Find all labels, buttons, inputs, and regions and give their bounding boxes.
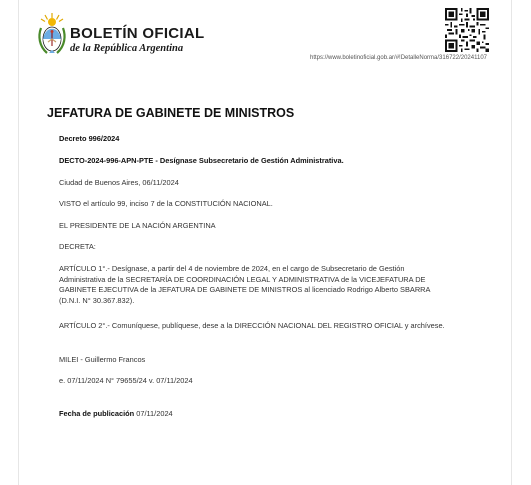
section-title: JEFATURA DE GABINETE DE MINISTROS [47, 106, 295, 120]
document-url[interactable]: https://www.boletinoficial.gob.ar/#!DetalleNorma/316722/20241107 [310, 55, 487, 61]
president-line: EL PRESIDENTE DE LA NACIÓN ARGENTINA [59, 221, 216, 230]
argentina-coat-of-arms-icon [37, 12, 67, 56]
place-date: Ciudad de Buenos Aires, 06/11/2024 [59, 178, 179, 187]
article-2: ARTÍCULO 2°.- Comuníquese, publíquese, dese a la DIRECCIÓN NACIONAL DEL REGISTRO OFICIAL y archívese. [59, 321, 445, 330]
visto-paragraph: VISTO el artículo 99, inciso 7 de la CONSTITUCIÓN NACIONAL. [59, 199, 273, 208]
publication-date: 07/11/2024 [136, 409, 173, 418]
decreta-line: DECRETA: [59, 242, 96, 251]
qr-code-icon[interactable] [445, 8, 489, 52]
publication-date-line [59, 409, 173, 420]
document-page [18, 0, 512, 485]
signatures: MILEI - Guillermo Francos [59, 355, 146, 364]
boletin-oficial-logo[interactable] [37, 12, 205, 60]
publication-label: Fecha de publicación [59, 409, 135, 418]
brand-subtitle: de la República Argentina [70, 43, 184, 54]
article-1: ARTÍCULO 1°.- Desígnase, a partir del 4 de noviembre de 2024, en el cargo de Subsecretario de Gestión Administrativa de la SECRETARÍA DE COORDINACIÓN LEGAL Y ADMINISTRATIVA de la VICEJEFATURA DE GABINETE EJECUTIVA de la JEFATURA DE GABINETE DE MINISTROS al licenciado Rodrigo Alberto SBARRA (D.N.I. N° 30.367.832). [59, 264, 431, 306]
brand-title: BOLETÍN OFICIAL [70, 25, 205, 42]
edition-line: e. 07/11/2024 N° 79655/24 v. 07/11/2024 [59, 376, 193, 385]
decree-title: DECTO-2024-996-APN-PTE - Desígnase Subsecretario de Gestión Administrativa. [59, 156, 344, 165]
decree-number: Decreto 996/2024 [59, 134, 120, 143]
